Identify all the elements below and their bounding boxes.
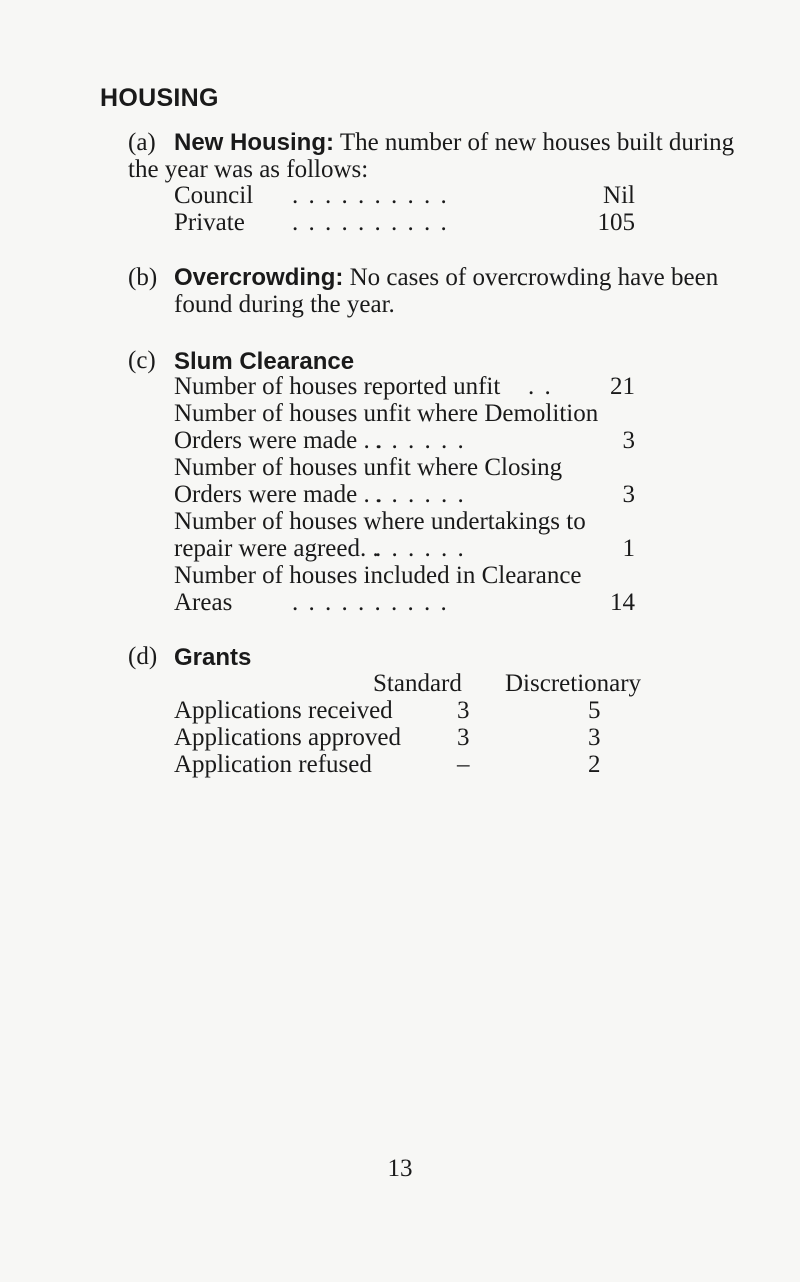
housing-row-label: Council	[174, 182, 254, 209]
housing-row-dots: . . . . . . . . . .	[292, 209, 449, 236]
slum-item-line1: Number of houses reported unfit	[174, 373, 501, 400]
section-b-marker: (b)	[128, 264, 158, 291]
slum-item-value: 3	[622, 481, 635, 508]
housing-row-value: 105	[597, 209, 635, 236]
slum-item-dots: . . . . . .	[375, 427, 466, 454]
section-a-marker: (a)	[128, 129, 156, 156]
section-c-marker: (c)	[128, 347, 156, 374]
slum-item-value: 3	[622, 427, 635, 454]
housing-row-label: Private	[174, 209, 245, 236]
grants-row-standard: 3	[457, 724, 470, 751]
section-d-heading: Grants	[174, 644, 252, 671]
slum-item-value: 14	[610, 589, 635, 616]
section-b-text-2: found during the year.	[174, 291, 395, 318]
slum-item-dots: . . . . . .	[375, 535, 466, 562]
grants-row-discretionary: 3	[588, 724, 601, 751]
section-b-text-1: No cases of overcrowding have been	[349, 264, 719, 291]
slum-item-value: 1	[622, 535, 635, 562]
housing-row	[174, 182, 253, 210]
section-b-heading: Overcrowding:	[174, 264, 344, 291]
slum-item-value: 21	[610, 373, 635, 400]
slum-item-line2: repair were agreed. .	[174, 535, 379, 562]
slum-item-dots: . . . . . . . . . .	[292, 589, 449, 616]
grants-col-standard: Standard	[373, 670, 462, 697]
slum-item-line1: Number of houses included in Clearance	[174, 562, 582, 589]
grants-row-standard: –	[457, 751, 470, 778]
slum-item-line1: Number of houses where undertakings to	[174, 508, 586, 535]
grants-row-label: Applications received	[174, 697, 393, 724]
grants-row-label: Applications approved	[174, 724, 402, 751]
grants-row-label: Application refused	[174, 751, 372, 778]
slum-item-line1: Number of houses unfit where Demolition	[174, 400, 599, 427]
section-d-marker: (d)	[128, 643, 158, 670]
slum-item-line1: Number of houses unfit where Closing	[174, 454, 563, 481]
page-title: HOUSING	[100, 84, 219, 112]
section-a-text-2: the year was as follows:	[128, 156, 369, 183]
grants-col-discretionary: Discretionary	[505, 670, 642, 697]
page-number: 13	[387, 1155, 413, 1182]
slum-item-line2: Areas	[174, 589, 233, 616]
grants-row-standard: 3	[457, 697, 470, 724]
section-a-line1	[174, 129, 734, 156]
housing-row-value: Nil	[603, 182, 635, 209]
housing-row	[174, 209, 245, 237]
section-b-line1	[174, 264, 718, 291]
slum-item-line2: Orders were made . .	[174, 481, 383, 508]
grants-row-discretionary: 5	[588, 697, 601, 724]
section-a-heading: New Housing:	[174, 129, 334, 156]
slum-item-dots: . . . . . .	[375, 481, 466, 508]
housing-row-dots: . . . . . . . . . .	[292, 182, 449, 209]
slum-item-dots: . .	[528, 373, 553, 400]
grants-row-discretionary: 2	[588, 751, 601, 778]
section-a-text-1: The number of new houses built during	[339, 129, 735, 156]
section-c-heading: Slum Clearance	[174, 348, 355, 375]
slum-item-line2: Orders were made . .	[174, 427, 383, 454]
